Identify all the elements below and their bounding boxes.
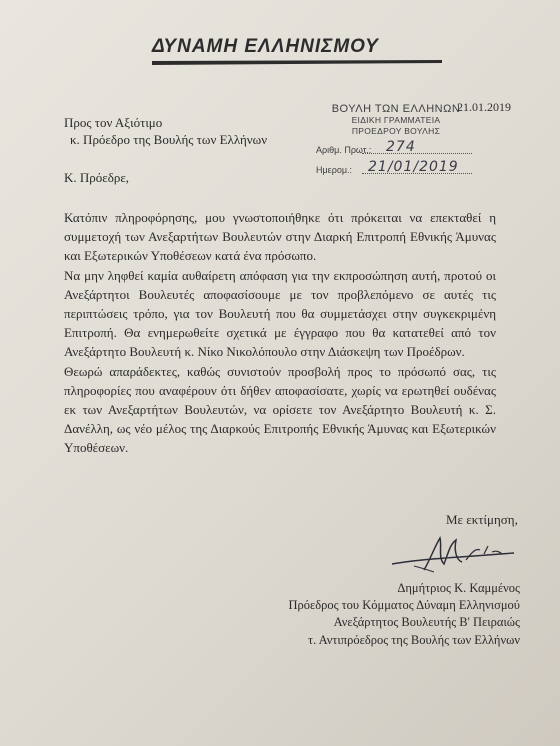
stamp-protocol-value: 274 (386, 139, 416, 155)
recipient-line-2: κ. Πρόεδρο της Βουλής των Ελλήνων (70, 132, 268, 147)
letter-body (64, 208, 496, 458)
signatory-title-1: Πρόεδρος του Κόμματος Δύναμη Ελληνισμού (288, 598, 520, 613)
stamp-date-row (316, 159, 476, 177)
handwritten-signature (384, 530, 520, 576)
logo-underline (152, 60, 442, 66)
signature-block (288, 580, 520, 649)
signatory-title-3: τ. Αντιπρόεδρος της Βουλής των Ελλήνων (308, 632, 520, 647)
recipient-line-1: Προς τον Αξιότιμο (64, 115, 163, 130)
letter-date: 21.01.2019 (457, 100, 511, 114)
signatory-title-2: Ανεξάρτητος Βουλευτής Β' Πειραιώς (333, 615, 520, 630)
salutation: Κ. Πρόεδρε, (64, 170, 130, 185)
stamp-protocol-label: Αριθμ. Πρωτ.: (316, 145, 372, 155)
body-paragraph-2: Να μην ληφθεί καμία αυθαίρετη απόφαση για την εκπροσώπηση αυτή, προτού οι Ανεξάρτητοι Βουλευτές αποφασίσουμε με τον προβλεπόμενο σε αυτές τις περιπτώσεις τρόπο, για τον Βουλευτή που θα συμμετάσχει στην συγκεκριμένη Επιτροπή. Θα ενημερωθείτε σχετικά με έγγραφο που θα κατατεθεί από τον Ανεξάρτητο Βουλευτή κ. Νίκο Νικολόπουλο στην Διάσκεψη των Προέδρων. (64, 267, 496, 360)
body-paragraph-1: Κατόπιν πληροφόρησης, μου γνωστοποιήθηκε ότι πρόκειται να επεκταθεί η συμμετοχή των Ανεξαρτήτων Βουλευτών στην Διαρκή Επιτροπή Εθνικής Άμυνας και Εξωτερικών Υποθέσεων κατά ένα πρόσωπο. (64, 210, 496, 264)
party-logo-text: ΔΥΝΑΜΗ ΕΛΛΗΝΙΣΜΟΥ (152, 36, 379, 57)
signatory-name: Δημήτριος Κ. Καμμένος (397, 581, 520, 595)
stamp-line-2: ΠΡΟΕΔΡΟΥ ΒΟΥΛΗΣ (351, 126, 441, 136)
parliament-stamp (316, 103, 476, 177)
recipient-block (64, 114, 267, 148)
body-paragraph-3: Θεωρώ απαράδεκτες, καθώς συνιστούν προσβολή προς το πρόσωπό σας, τις πληροφορίες που αναφέρουν ότι δήθεν αποφασίσατε, χωρίς να ερωτηθεί ουδένας εκ των Ανεξαρτήτων Βουλευτών, να ορίσετε τον Ανεξάρτητο Βουλευτή κ. Σ. Δανέλλη, ως νέο μέλος της Διαρκούς Επιτροπής Εθνικής Άμυνας και Εξωτερικών Υποθέσεων. (64, 363, 496, 456)
stamp-protocol-row (316, 139, 476, 157)
stamp-date-label: Ημερομ.: (316, 165, 353, 175)
stamp-date-value: 21/01/2019 (368, 159, 459, 175)
stamp-line-1: ΕΙΔΙΚΗ ΓΡΑΜΜΑΤΕΙΑ (351, 115, 441, 125)
stamp-dotted-line (362, 153, 472, 154)
stamp-title: ΒΟΥΛΗ ΤΩΝ ΕΛΛΗΝΩΝ (331, 103, 461, 115)
closing: Με εκτίμηση, (446, 512, 518, 527)
